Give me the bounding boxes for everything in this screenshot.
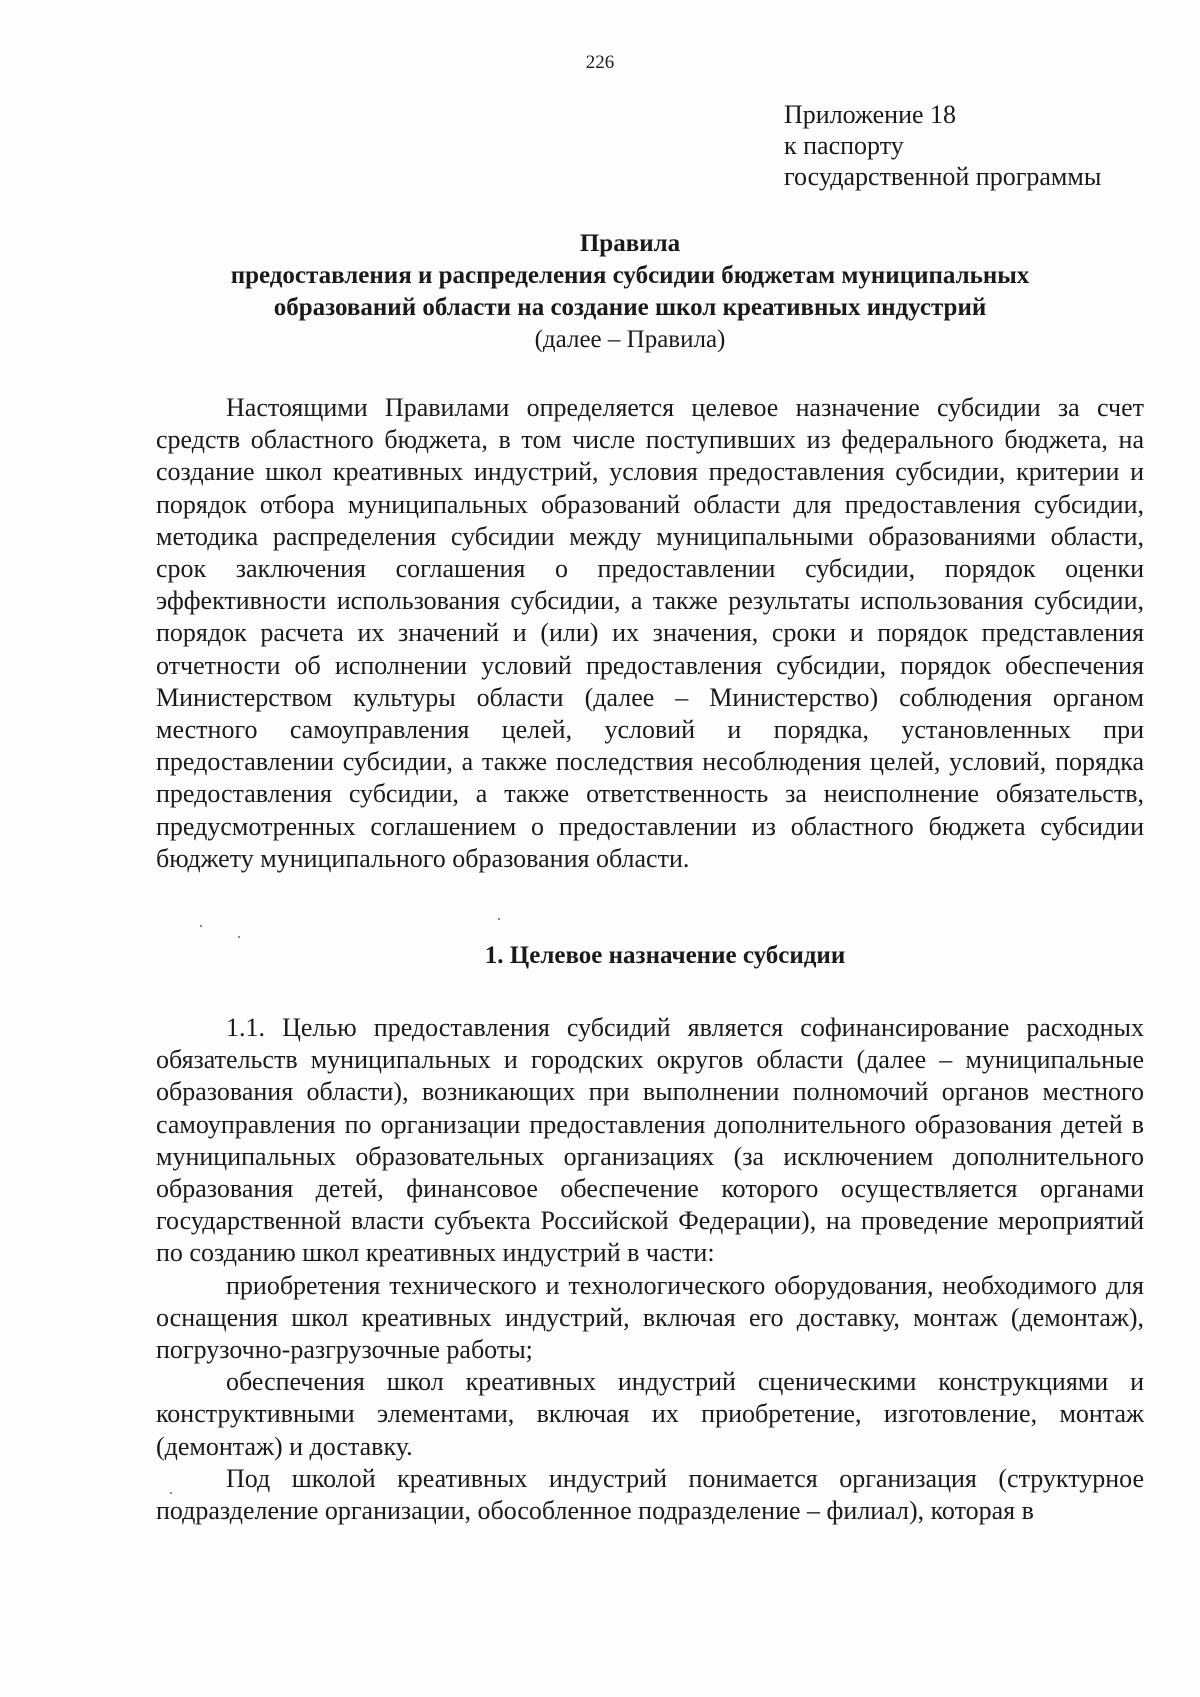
section-1-heading: 1. Целевое назначение субсидии: [484, 942, 846, 969]
page-number: 226: [585, 52, 615, 73]
section-1-paragraph-4: Под школой креативных индустрий понимается организация (структурное подразделение организации, обособленное подразделение – филиал), которая в: [156, 1463, 1144, 1526]
intro-paragraph: Настоящими Правилами определяется целевое назначение субсидии за счет средств областного бюджета, в том числе поступивших из федерального бюджета, на создание школ креативных индустрий, условия предоставления субсидии, критерии и порядок отбора муниципальных образований области для предоставления субсидии, методика распределения субсидии между муниципальными образованиями области, срок заключения соглашения о предоставлении субсидии, порядок оценки эффективности использования субсидии, а также результаты использования субсидии, порядок расчета их значений и (или) их значения, сроки и порядок представления отчетности об исполнении условий предоставления субсидии, порядок обеспечения Министерством культуры области (далее – Министерство) соблюдения органом местного самоуправления целей, условий и порядка, установленных при предоставлении субсидии, а также последствия несоблюдения целей, условий, порядка предоставления субсидии, а также ответственность за неисполнение обязательств, предусмотренных соглашением о предоставлении из областного бюджета субсидии бюджету муниципального образования области.: [156, 393, 1144, 873]
section-1-paragraph-3: обеспечения школ креативных индустрий сценическими конструкциями и конструктивными элементами, включая их приобретение, изготовление, монтаж (демонтаж) и доставку.: [156, 1367, 1144, 1461]
scan-speck: [498, 918, 500, 920]
appendix-line-1: Приложение 18: [784, 100, 957, 129]
scan-speck: [170, 1492, 172, 1494]
appendix-reference: [784, 99, 1101, 192]
section-1-body: [156, 1012, 1144, 1527]
section-1-paragraph-1: 1.1. Целью предоставления субсидий является софинансирование расходных обязательств муниципальных и городских округов области (далее – муниципальные образования области), возникающих при выполнении полномочий органов местного самоуправления по организации предоставления дополнительного образования детей в муниципальных образовательных организациях (за исключением дополнительного образования детей, финансовое обеспечение которого осуществляется органами государственной власти субъекта Российской Федерации), на проведение мероприятий по созданию школ креативных индустрий в части:: [156, 1013, 1144, 1268]
title-line-3: образований области на создание школ креативных индустрий: [273, 294, 987, 321]
title-line-1: Правила: [579, 230, 681, 257]
appendix-line-2: к паспорту: [784, 131, 904, 160]
scan-speck: [238, 936, 240, 938]
document-title: [150, 228, 1110, 356]
scan-speck: [200, 925, 202, 927]
section-1-paragraph-2: приобретения технического и технологического оборудования, необходимого для оснащения школ креативных индустрий, включая его доставку, монтаж (демонтаж), погрузочно-разгрузочные работы;: [156, 1270, 1144, 1365]
title-line-2: предоставления и распределения субсидии бюджетам муниципальных: [230, 262, 1030, 289]
title-line-4: (далее – Правила): [534, 326, 726, 353]
intro-section: [156, 392, 1144, 875]
appendix-line-3: государственной программы: [784, 162, 1102, 191]
